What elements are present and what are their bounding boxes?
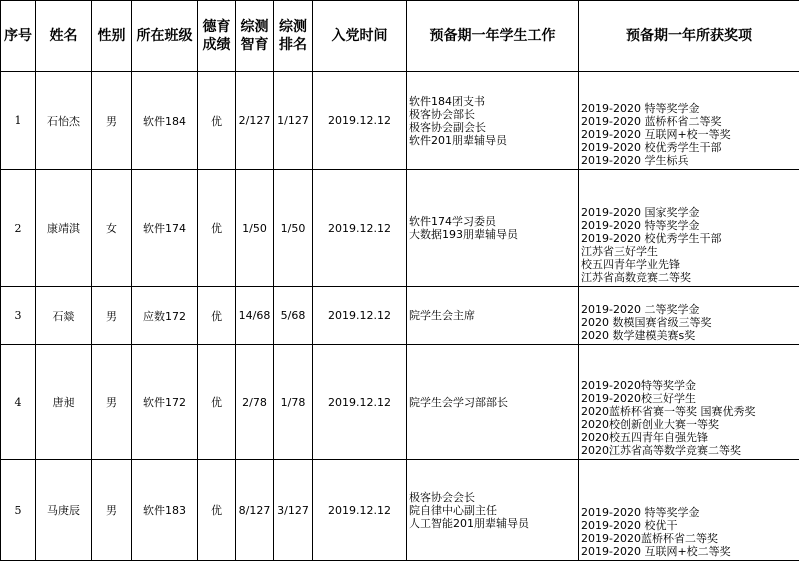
cell-party-date: 2019.12.12 xyxy=(313,72,407,170)
cell-work xyxy=(407,72,579,170)
award-line: 2020蓝桥杯省赛一等奖 国赛优秀奖 xyxy=(581,405,799,418)
cell-index: 5 xyxy=(1,460,36,561)
cell-moral: 优 xyxy=(198,345,236,460)
work-line: 大数据193朋辈辅导员 xyxy=(409,228,578,241)
header-row xyxy=(1,1,799,72)
work-line: 人工智能201朋辈辅导员 xyxy=(409,517,578,530)
cell-rank: 1/78 xyxy=(274,345,313,460)
cell-index: 2 xyxy=(1,170,36,287)
award-line: 校五四青年学业先锋 xyxy=(581,258,799,271)
award-line: 2019-2020 特等奖学金 xyxy=(581,506,799,519)
table-row xyxy=(1,345,799,460)
work-line: 院学生会学习部部长 xyxy=(409,396,578,409)
award-line: 江苏省三好学生 xyxy=(581,245,799,258)
cell-class: 软件184 xyxy=(132,72,198,170)
header-work: 预备期一年学生工作 xyxy=(407,1,579,72)
cell-work xyxy=(407,170,579,287)
cell-party-date: 2019.12.12 xyxy=(313,287,407,345)
cell-awards xyxy=(579,287,799,345)
cell-moral: 优 xyxy=(198,72,236,170)
cell-name: 康靖淇 xyxy=(36,170,92,287)
cell-academic: 2/78 xyxy=(236,345,274,460)
cell-rank: 1/127 xyxy=(274,72,313,170)
cell-party-date: 2019.12.12 xyxy=(313,345,407,460)
cell-moral: 优 xyxy=(198,170,236,287)
cell-index: 1 xyxy=(1,72,36,170)
work-line: 极客协会会长 xyxy=(409,491,578,504)
award-line: 2020 数模国赛省级三等奖 xyxy=(581,316,799,329)
award-line: 江苏省高数竞赛二等奖 xyxy=(581,271,799,284)
cell-moral: 优 xyxy=(198,287,236,345)
cell-name: 唐昶 xyxy=(36,345,92,460)
header-academic: 综测智育 xyxy=(236,1,274,72)
award-line: 2020江苏省高等数学竞赛二等奖 xyxy=(581,444,799,457)
cell-class: 软件183 xyxy=(132,460,198,561)
award-line: 2020校五四青年自强先锋 xyxy=(581,431,799,444)
cell-gender: 女 xyxy=(92,170,132,287)
header-moral: 德育成绩 xyxy=(198,1,236,72)
cell-gender: 男 xyxy=(92,345,132,460)
cell-party-date: 2019.12.12 xyxy=(313,170,407,287)
cell-academic: 2/127 xyxy=(236,72,274,170)
header-name: 姓名 xyxy=(36,1,92,72)
header-party-date: 入党时间 xyxy=(313,1,407,72)
cell-academic: 14/68 xyxy=(236,287,274,345)
award-line: 2019-2020 互联网+校二等奖 xyxy=(581,545,799,558)
cell-index: 3 xyxy=(1,287,36,345)
cell-index: 4 xyxy=(1,345,36,460)
table-row xyxy=(1,170,799,287)
cell-class: 应数172 xyxy=(132,287,198,345)
cell-work xyxy=(407,345,579,460)
cell-awards xyxy=(579,72,799,170)
award-line: 2019-2020 特等奖学金 xyxy=(581,102,799,115)
cell-work xyxy=(407,460,579,561)
cell-name: 石怡杰 xyxy=(36,72,92,170)
cell-rank: 1/50 xyxy=(274,170,313,287)
header-index: 序号 xyxy=(1,1,36,72)
award-line: 2019-2020 二等奖学金 xyxy=(581,303,799,316)
cell-academic: 8/127 xyxy=(236,460,274,561)
work-line: 软件184团支书 xyxy=(409,95,578,108)
cell-class: 软件172 xyxy=(132,345,198,460)
table-row xyxy=(1,287,799,345)
award-line: 2020校创新创业大赛一等奖 xyxy=(581,418,799,431)
work-line: 软件201朋辈辅导员 xyxy=(409,134,578,147)
award-line: 2019-2020 学生标兵 xyxy=(581,154,799,167)
award-line: 2019-2020 特等奖学金 xyxy=(581,219,799,232)
award-line: 2019-2020 国家奖学金 xyxy=(581,206,799,219)
table-row xyxy=(1,460,799,561)
work-line: 极客协会副会长 xyxy=(409,121,578,134)
cell-awards xyxy=(579,460,799,561)
cell-name: 石燚 xyxy=(36,287,92,345)
cell-party-date: 2019.12.12 xyxy=(313,460,407,561)
award-line: 2019-2020 校优秀学生干部 xyxy=(581,232,799,245)
award-line: 2019-2020 校优秀学生干部 xyxy=(581,141,799,154)
cell-gender: 男 xyxy=(92,287,132,345)
award-line: 2020 数学建模美赛s奖 xyxy=(581,329,799,342)
cell-awards xyxy=(579,345,799,460)
cell-class: 软件174 xyxy=(132,170,198,287)
award-line: 2019-2020 校优干 xyxy=(581,519,799,532)
header-awards: 预备期一年所获奖项 xyxy=(579,1,799,72)
cell-academic: 1/50 xyxy=(236,170,274,287)
cell-awards xyxy=(579,170,799,287)
award-line: 2019-2020校三好学生 xyxy=(581,392,799,405)
work-line: 院学生会主席 xyxy=(409,309,578,322)
cell-gender: 男 xyxy=(92,72,132,170)
header-class: 所在班级 xyxy=(132,1,198,72)
cell-gender: 男 xyxy=(92,460,132,561)
cell-name: 马庚辰 xyxy=(36,460,92,561)
award-line: 2019-2020特等奖学金 xyxy=(581,379,799,392)
cell-rank: 3/127 xyxy=(274,460,313,561)
work-line: 极客协会部长 xyxy=(409,108,578,121)
work-line: 院自律中心副主任 xyxy=(409,504,578,517)
cell-work xyxy=(407,287,579,345)
work-line: 软件174学习委员 xyxy=(409,215,578,228)
header-gender: 性别 xyxy=(92,1,132,72)
award-line: 2019-2020蓝桥杯省二等奖 xyxy=(581,532,799,545)
table-row xyxy=(1,72,799,170)
award-line: 2019-2020 互联网+校一等奖 xyxy=(581,128,799,141)
award-line: 2019-2020 蓝桥杯省二等奖 xyxy=(581,115,799,128)
header-rank: 综测排名 xyxy=(274,1,313,72)
cell-rank: 5/68 xyxy=(274,287,313,345)
cell-moral: 优 xyxy=(198,460,236,561)
